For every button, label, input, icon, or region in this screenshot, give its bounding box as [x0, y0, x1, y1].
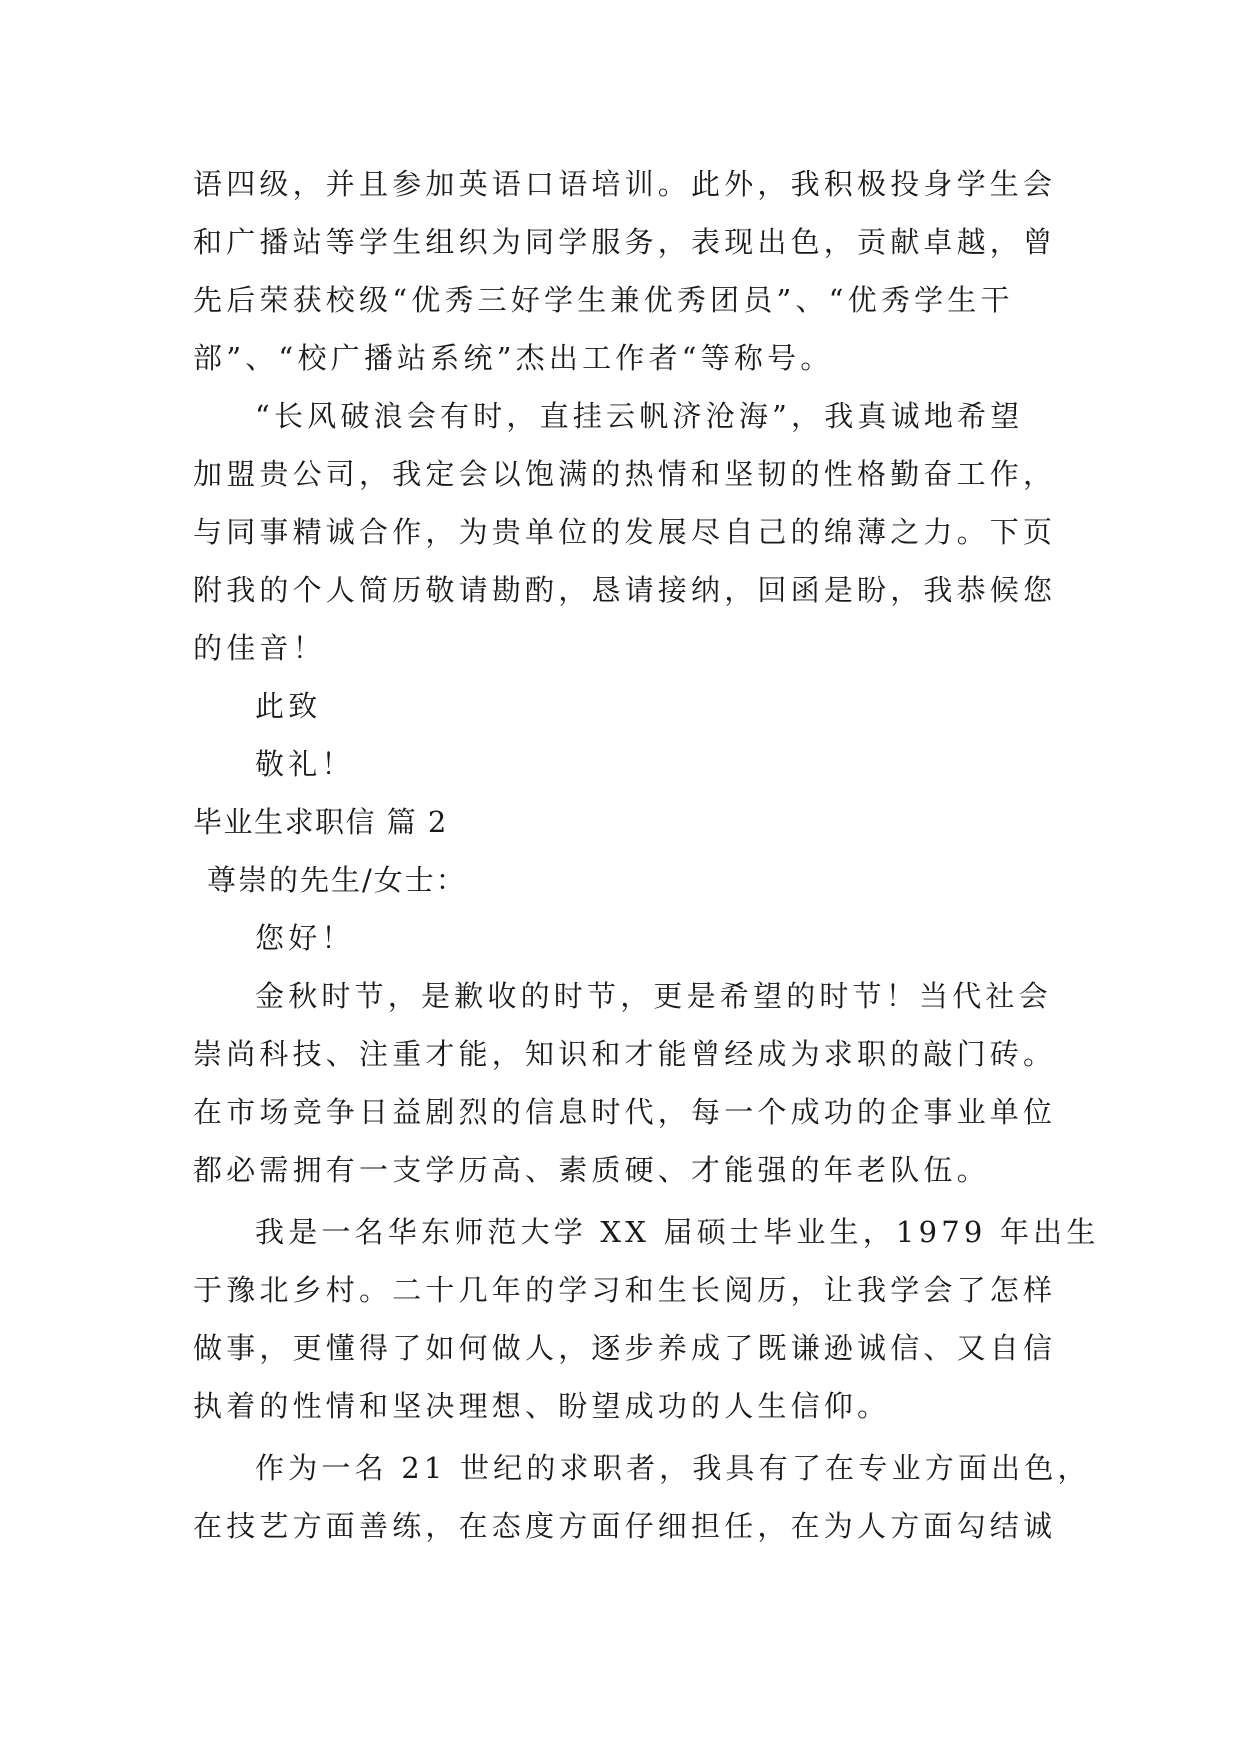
paragraph-line: 金秋时节，是歉收的时节，更是希望的时节！当代社会: [255, 979, 1052, 1013]
paragraph-line: 在技艺方面善练，在态度方面仔细担任，在为人方面勾结诚: [193, 1509, 1057, 1543]
paragraph-line: 做事，更懂得了如何做人，逐步养成了既谦逊诚信、又自信: [193, 1331, 1057, 1365]
paragraph-line: 附我的个人简历敬请勘酌，恳请接纳，回函是盼，我恭候您: [193, 573, 1057, 607]
paragraph-line: 我是一名华东师范大学 XX 届硕士毕业生，1979 年出生: [255, 1215, 1100, 1249]
paragraph-line: 作为一名 21 世纪的求职者，我具有了在专业方面出色，: [255, 1451, 1091, 1485]
paragraph-line: 都必需拥有一支学历高、素质硬、才能强的年老队伍。: [193, 1153, 990, 1187]
paragraph-line: 执着的性情和坚决理想、盼望成功的人生信仰。: [193, 1389, 891, 1423]
paragraph-line: 于豫北乡村。二十几年的学习和生长阅历，让我学会了怎样: [193, 1273, 1057, 1307]
paragraph-line: 与同事精诚合作，为贵单位的发展尽自己的绵薄之力。下页: [193, 515, 1057, 549]
section-title: 毕业生求职信 篇 2: [193, 805, 448, 839]
paragraph-line: 加盟贵公司，我定会以饱满的热情和坚韧的性格勤奋工作，: [193, 457, 1057, 491]
paragraph-line: 的佳音！: [193, 631, 326, 665]
paragraph-line: 在市场竞争日益剧烈的信息时代，每一个成功的企事业单位: [193, 1095, 1057, 1129]
closing-text: 此致: [255, 689, 322, 723]
greeting: 您好！: [255, 921, 355, 955]
paragraph-line: 崇尚科技、注重才能，知识和才能曾经成为求职的敲门砖。: [193, 1037, 1057, 1071]
paragraph-line: 和广播站等学生组织为同学服务，表现出色，贡献卓越，曾: [193, 225, 1057, 259]
salutation: 尊崇的先生/女士：: [207, 863, 467, 897]
paragraph-line: “长风破浪会有时，直挂云帆济沧海”，我真诚地希望: [255, 399, 1024, 433]
closing-text: 敬礼！: [255, 747, 355, 781]
paragraph-line: 先后荣获校级“优秀三好学生兼优秀团员”、“优秀学生干: [193, 283, 1014, 317]
paragraph-line: 语四级，并且参加英语口语培训。此外，我积极投身学生会: [193, 167, 1057, 201]
paragraph-line: 部”、“校广播站系统”杰出工作者“等称号。: [193, 341, 834, 375]
